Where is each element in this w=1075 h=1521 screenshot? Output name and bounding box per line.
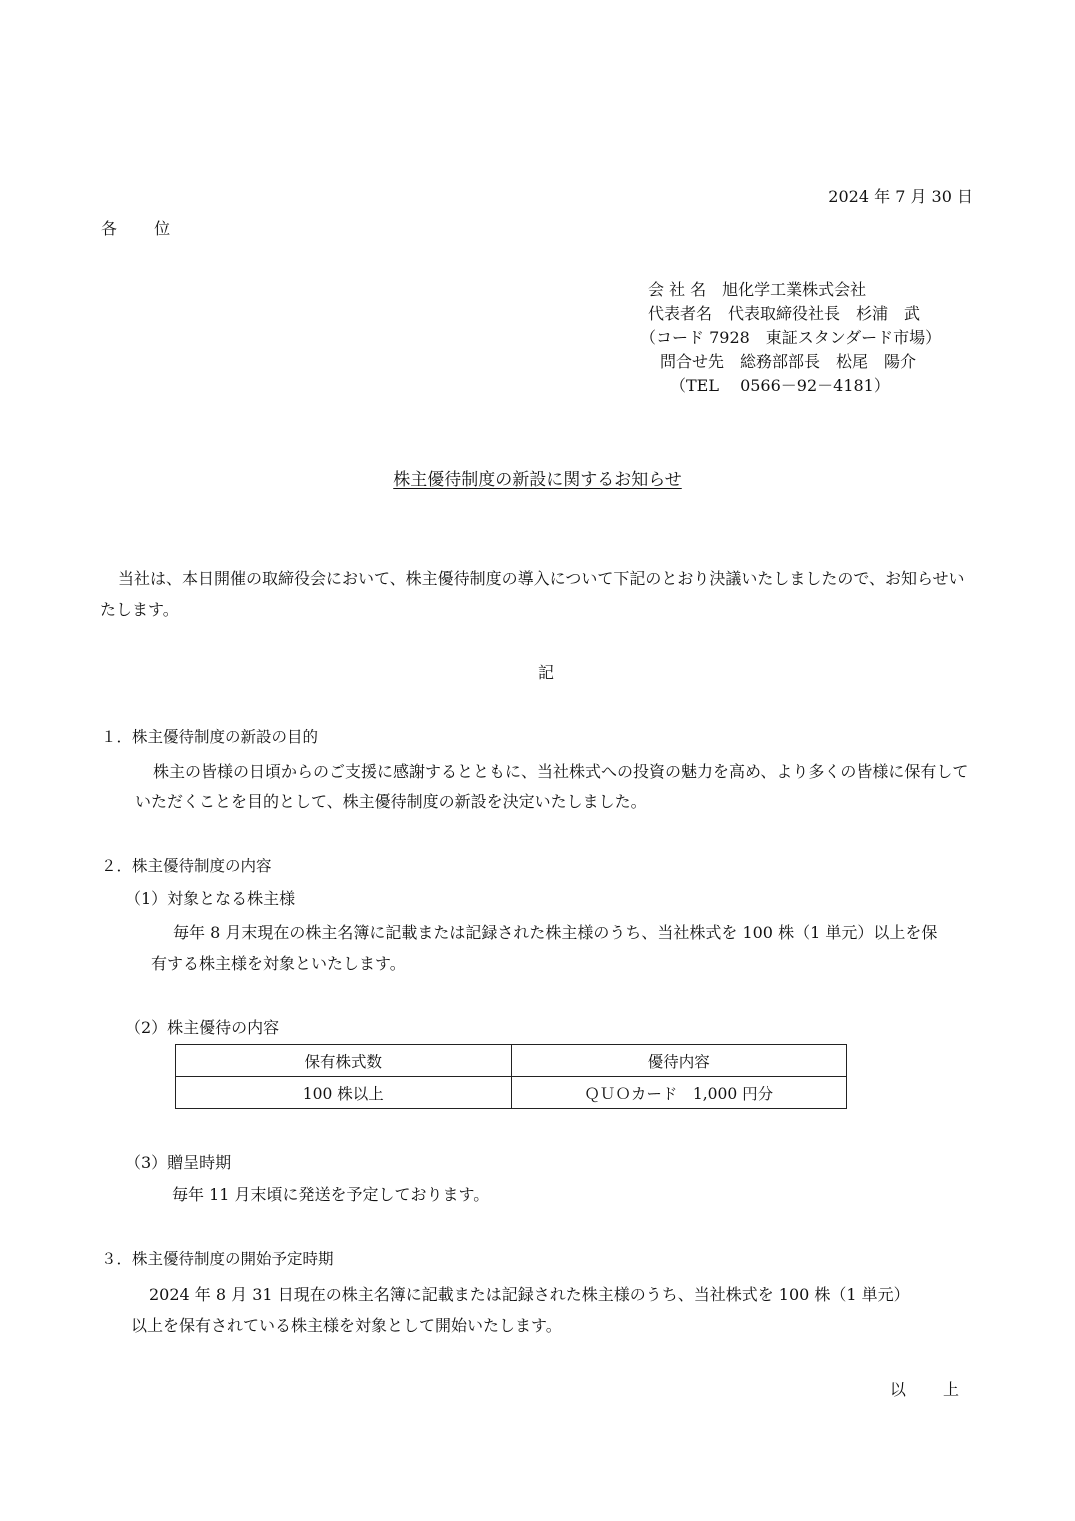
closing-mark: 以 上 <box>889 1380 975 1399</box>
company-info <box>640 278 941 398</box>
ki-mark: 記 <box>537 663 554 682</box>
section-2-sub3-heading: （3）贈呈時期 <box>125 1153 232 1172</box>
document-title <box>0 465 1075 490</box>
table-row <box>176 1077 847 1109</box>
table-cell-benefit: ＱＵＯカード 1,000 円分 <box>511 1077 847 1109</box>
document-title-text: 株主優待制度の新設に関するお知らせ <box>393 470 682 490</box>
section-3-heading: ３．株主優待制度の開始予定時期 <box>101 1250 334 1268</box>
table-header-row <box>176 1045 847 1077</box>
table-cell-shares: 100 株以上 <box>176 1077 512 1109</box>
section-1-heading: １．株主優待制度の新設の目的 <box>101 728 319 746</box>
section-2-sub1-body: 毎年 8 月末現在の株主名簿に記載または記録された株主様のうち、当社株式を 100 株（1 単元）以上を保有する株主様を対象といたします。 <box>151 923 938 973</box>
section-2-sub1-heading: （1）対象となる株主様 <box>125 889 296 908</box>
table-header-shares: 保有株式数 <box>176 1045 512 1077</box>
intro-paragraph: 当社は、本日開催の取締役会において、株主優待制度の導入について下記のとおり決議いたしましたので、お知らせいたします。 <box>100 569 965 619</box>
company-name: 会 社 名 旭化学工業株式会社 <box>648 280 867 299</box>
contact-person: 問合せ先 総務部部長 松尾 陽介 <box>660 352 917 371</box>
section-2-sub2-heading: （2）株主優待の内容 <box>125 1018 280 1037</box>
section-3-body: 2024 年 8 月 31 日現在の株主名簿に記載または記録された株主様のうち、当社株式を 100 株（1 単元）以上を保有されている株主様を対象として開始いたします。 <box>131 1285 910 1335</box>
addressee: 各 位 <box>101 219 187 238</box>
benefit-table <box>175 1044 847 1109</box>
document-date: 2024 年 7 月 30 日 <box>828 187 973 206</box>
section-2-sub3-body: 毎年 11 月末頃に発送を予定しております。 <box>172 1185 490 1204</box>
table-header-benefit: 優待内容 <box>511 1045 847 1077</box>
representative: 代表者名 代表取締役社長 杉浦 武 <box>648 304 921 323</box>
contact-tel: （TEL 0566－92－4181） <box>670 376 890 395</box>
section-2-heading: ２．株主優待制度の内容 <box>101 857 272 875</box>
stock-code: （コード 7928 東証スタンダード市場） <box>640 328 942 347</box>
section-1-body: 株主の皆様の日頃からのご支援に感謝するとともに、当社株式への投資の魅力を高め、より多くの皆様に保有していただくことを目的として、株主優待制度の新設を決定いたしました。 <box>135 762 969 811</box>
